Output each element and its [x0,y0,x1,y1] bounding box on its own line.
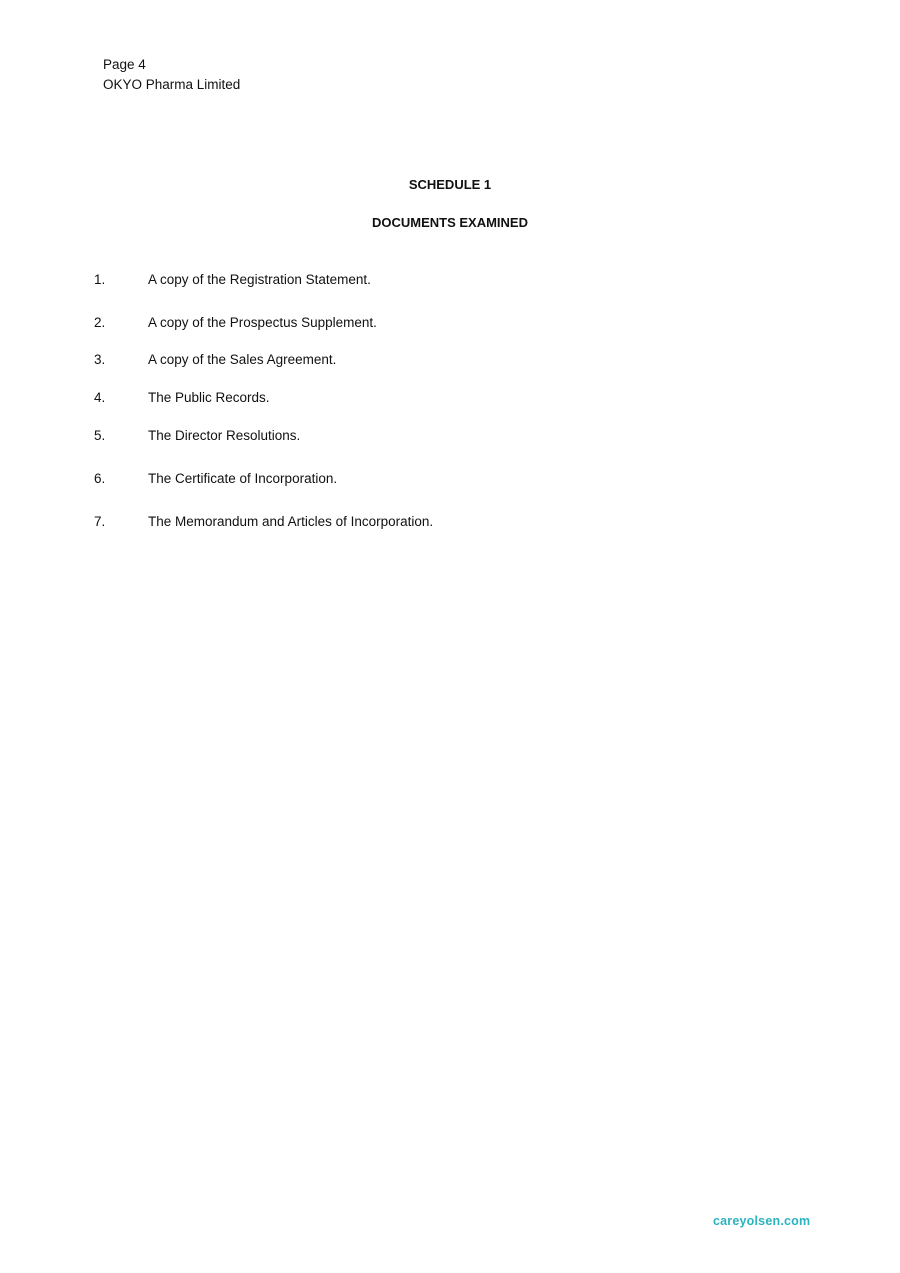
list-item [0,426,900,446]
company-name: OKYO Pharma Limited [103,77,241,92]
list-item-number: 5. [94,428,106,443]
list-item-number: 3. [94,352,106,367]
schedule-title: SCHEDULE 1 [408,177,492,192]
list-item-text: The Director Resolutions. [148,428,301,443]
list-item-number: 7. [94,514,106,529]
list-item-text: The Public Records. [148,390,270,405]
list-item-number: 2. [94,315,106,330]
list-item-text: A copy of the Sales Agreement. [148,352,337,367]
list-item-text: The Certificate of Incorporation. [148,471,338,486]
list-item-text: A copy of the Registration Statement. [148,272,371,287]
page-header [103,55,240,95]
list-item-number: 1. [94,272,106,287]
list-item [0,350,900,370]
footer-brand-link[interactable]: careyolsen.com [713,1214,811,1228]
schedule-subtitle: DOCUMENTS EXAMINED [371,215,528,230]
list-item [0,512,900,532]
list-item-text: A copy of the Prospectus Supplement. [148,315,377,330]
page-number: Page 4 [103,57,146,72]
list-item-number: 4. [94,390,106,405]
list-item [0,469,900,489]
list-item-text: The Memorandum and Articles of Incorporation. [148,514,434,529]
list-item [0,270,900,290]
list-item-number: 6. [94,471,106,486]
list-item [0,313,900,333]
list-item [0,388,900,408]
